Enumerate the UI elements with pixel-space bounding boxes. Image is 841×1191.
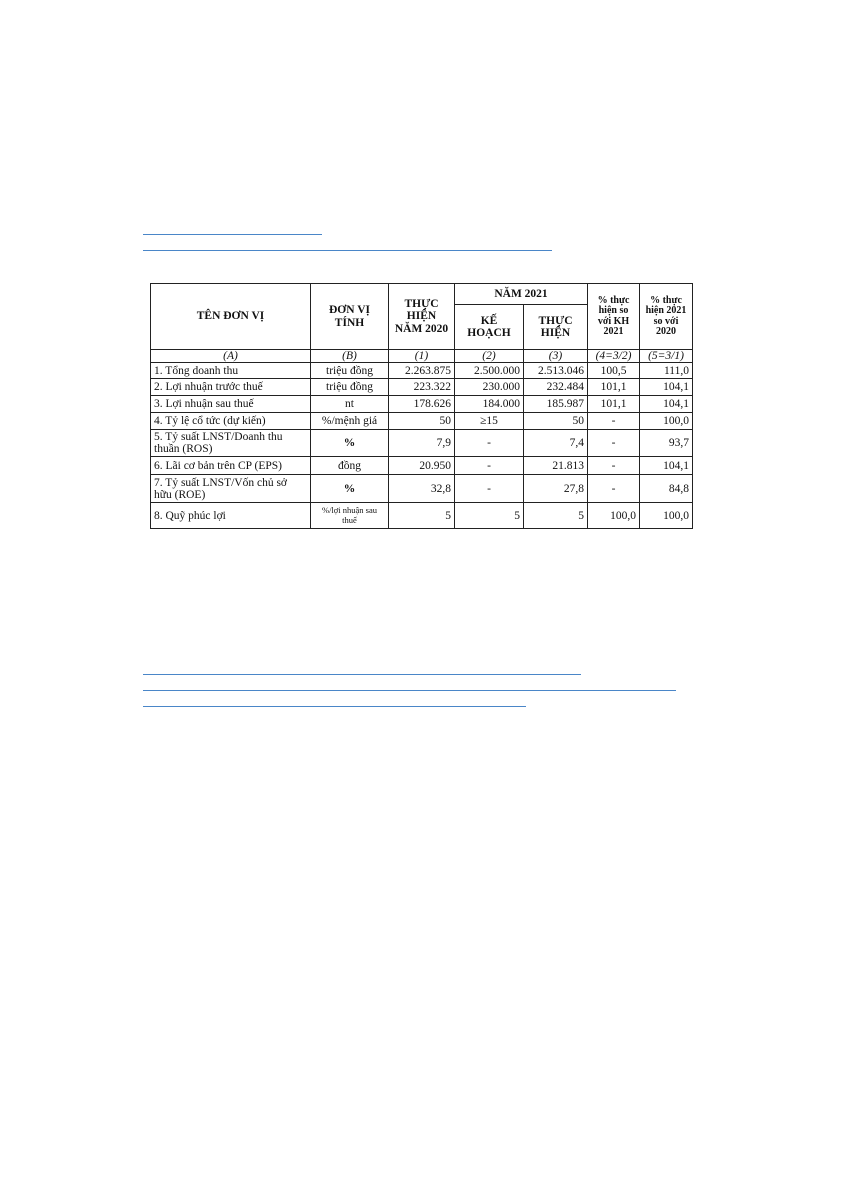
- row-pct-2020: 100,0: [640, 503, 693, 529]
- link-underline-2[interactable]: [143, 250, 552, 251]
- column-code: (A): [151, 350, 311, 363]
- table-row: [151, 475, 693, 503]
- row-name: 8. Quỹ phúc lợi: [151, 503, 311, 529]
- column-code: (5=3/1): [640, 350, 693, 363]
- row-actual-2020: 5: [389, 503, 455, 529]
- row-actual-2020: 50: [389, 413, 455, 430]
- row-actual-2021: 7,4: [524, 430, 588, 457]
- row-unit: đồng: [311, 457, 389, 475]
- row-plan: 230.000: [455, 379, 524, 396]
- row-pct-2020: 84,8: [640, 475, 693, 503]
- row-unit: triệu đồng: [311, 379, 389, 396]
- row-unit: %/mệnh giá: [311, 413, 389, 430]
- header-year-2021: NĂM 2021: [455, 284, 588, 305]
- row-actual-2020: 7,9: [389, 430, 455, 457]
- header-row-1: [151, 284, 693, 305]
- column-code: (1): [389, 350, 455, 363]
- header-pct-vs-2020: % thực hiện 2021 so với 2020: [640, 284, 693, 350]
- row-plan: 5: [455, 503, 524, 529]
- row-plan: 2.500.000: [455, 363, 524, 379]
- row-actual-2021: 232.484: [524, 379, 588, 396]
- row-plan: ≥15: [455, 413, 524, 430]
- header-plan: KẾ HOẠCH: [455, 305, 524, 350]
- row-actual-2020: 178.626: [389, 396, 455, 413]
- column-code: (3): [524, 350, 588, 363]
- row-actual-2021: 2.513.046: [524, 363, 588, 379]
- row-name: 4. Tỷ lệ cổ tức (dự kiến): [151, 413, 311, 430]
- row-plan: -: [455, 430, 524, 457]
- header-unit: ĐƠN VỊ TÍNH: [311, 284, 389, 350]
- header-name: TÊN ĐƠN VỊ: [151, 284, 311, 350]
- row-pct-2020: 104,1: [640, 457, 693, 475]
- row-pct-plan: -: [588, 475, 640, 503]
- table-row: [151, 396, 693, 413]
- row-pct-plan: -: [588, 430, 640, 457]
- column-code: (B): [311, 350, 389, 363]
- row-pct-plan: 100,0: [588, 503, 640, 529]
- header-pct-vs-plan: % thực hiện so với KH 2021: [588, 284, 640, 350]
- row-pct-plan: 101,1: [588, 396, 640, 413]
- row-actual-2021: 21.813: [524, 457, 588, 475]
- row-pct-2020: 93,7: [640, 430, 693, 457]
- row-actual-2020: 2.263.875: [389, 363, 455, 379]
- header-actual-2021: THỰC HIỆN: [524, 305, 588, 350]
- row-pct-2020: 100,0: [640, 413, 693, 430]
- row-unit: %: [311, 430, 389, 457]
- table-row: [151, 363, 693, 379]
- row-unit: triệu đồng: [311, 363, 389, 379]
- business-results-table: [150, 283, 693, 529]
- row-actual-2020: 223.322: [389, 379, 455, 396]
- row-name: 2. Lợi nhuận trước thuế: [151, 379, 311, 396]
- column-code: (2): [455, 350, 524, 363]
- header-actual-2020: THỰC HIỆN NĂM 2020: [389, 284, 455, 350]
- link-underline-3[interactable]: [143, 674, 581, 675]
- row-unit: %: [311, 475, 389, 503]
- row-actual-2021: 185.987: [524, 396, 588, 413]
- row-name: 7. Tỷ suất LNST/Vốn chủ sở hữu (ROE): [151, 475, 311, 503]
- row-plan: -: [455, 457, 524, 475]
- table-row: [151, 379, 693, 396]
- table-row: [151, 430, 693, 457]
- report-table-container: [150, 283, 692, 529]
- row-name: 3. Lợi nhuận sau thuế: [151, 396, 311, 413]
- row-actual-2021: 50: [524, 413, 588, 430]
- column-code: (4=3/2): [588, 350, 640, 363]
- row-pct-plan: -: [588, 413, 640, 430]
- row-actual-2021: 5: [524, 503, 588, 529]
- link-underline-4[interactable]: [143, 690, 676, 691]
- row-actual-2020: 32,8: [389, 475, 455, 503]
- row-name: 5. Tỷ suất LNST/Doanh thu thuần (ROS): [151, 430, 311, 457]
- row-pct-plan: 100,5: [588, 363, 640, 379]
- row-unit: nt: [311, 396, 389, 413]
- link-underline-5[interactable]: [143, 706, 526, 707]
- table-row: [151, 413, 693, 430]
- row-pct-2020: 104,1: [640, 379, 693, 396]
- row-pct-plan: 101,1: [588, 379, 640, 396]
- table-row: [151, 503, 693, 529]
- row-actual-2020: 20.950: [389, 457, 455, 475]
- row-pct-plan: -: [588, 457, 640, 475]
- row-plan: 184.000: [455, 396, 524, 413]
- table-row: [151, 457, 693, 475]
- row-pct-2020: 111,0: [640, 363, 693, 379]
- row-pct-2020: 104,1: [640, 396, 693, 413]
- column-code-row: [151, 350, 693, 363]
- row-name: 1. Tổng doanh thu: [151, 363, 311, 379]
- row-plan: -: [455, 475, 524, 503]
- row-actual-2021: 27,8: [524, 475, 588, 503]
- row-unit: %/lợi nhuận sau thuế: [311, 503, 389, 529]
- row-name: 6. Lãi cơ bản trên CP (EPS): [151, 457, 311, 475]
- link-underline-1[interactable]: [143, 234, 322, 235]
